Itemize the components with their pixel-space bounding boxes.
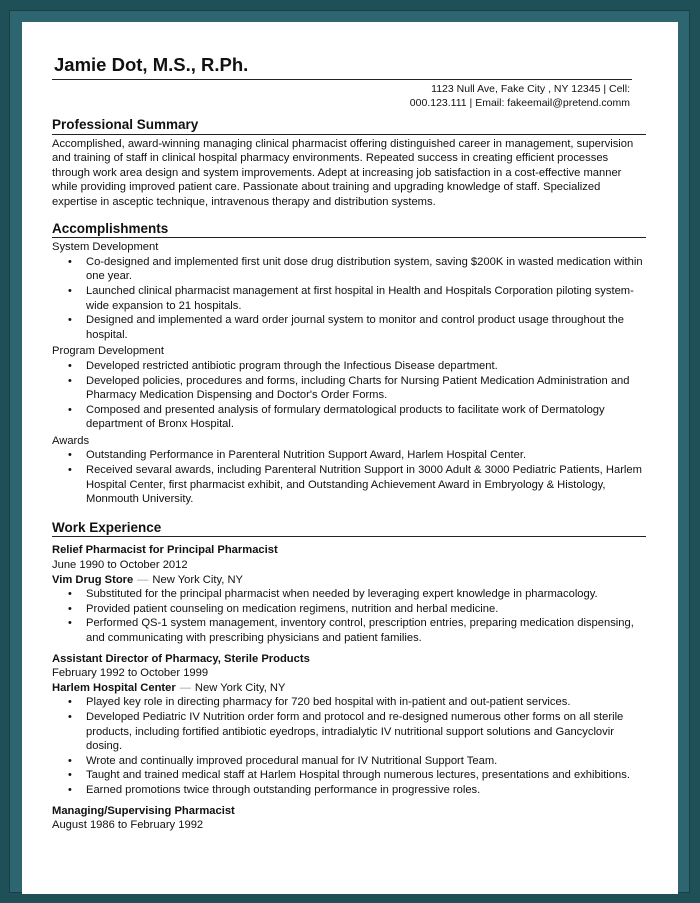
list-item bbox=[68, 616, 646, 645]
job-title: Relief Pharmacist for Principal Pharmacist bbox=[52, 544, 278, 557]
list-item bbox=[68, 710, 646, 754]
job-dates: February 1992 to October 1999 bbox=[52, 667, 209, 680]
candidate-name: Jamie Dot, M.S., R.Ph. bbox=[54, 54, 249, 75]
list-item bbox=[68, 448, 646, 463]
list-item bbox=[68, 374, 646, 403]
dash-separator: — bbox=[137, 573, 149, 586]
job-dates: August 1986 to February 1992 bbox=[52, 819, 204, 832]
bullet-list bbox=[52, 255, 646, 343]
job-employer-line bbox=[52, 573, 646, 588]
job-title: Managing/Supervising Pharmacist bbox=[52, 804, 235, 817]
bullet-list bbox=[52, 448, 646, 506]
bullet-icon: • bbox=[68, 403, 72, 416]
contact-address: 1123 Null Ave, Fake City , NY 12345 | Cell: bbox=[431, 83, 630, 95]
bullet-icon: • bbox=[68, 754, 72, 767]
list-item-text: Earned promotions twice through outstanding performance in progressive roles. bbox=[86, 783, 481, 796]
job-employer-line bbox=[52, 681, 646, 696]
list-item-text: Substituted for the principal pharmacist when needed by leveraging expert knowledge in pharmacology. bbox=[86, 588, 598, 601]
list-item-text: Performed QS-1 system management, inventory control, prescription entries, preparing medication dispensing, and communicating with prescribing physicians and patient families. bbox=[86, 617, 634, 644]
job-dates: June 1990 to October 2012 bbox=[52, 559, 188, 572]
list-item bbox=[68, 284, 646, 313]
name-divider bbox=[52, 79, 632, 80]
list-item-text: Designed and implemented a ward order journal system to monitor and control product usage throughout the hospital. bbox=[86, 314, 624, 341]
bullet-list bbox=[52, 587, 646, 645]
list-item bbox=[68, 255, 646, 284]
bullet-icon: • bbox=[68, 769, 72, 782]
bullet-list bbox=[52, 359, 646, 432]
list-item bbox=[68, 768, 646, 783]
summary-section bbox=[52, 118, 646, 210]
resume-content bbox=[52, 118, 646, 833]
list-item-text: Developed Pediatric IV Nutrition order form and protocol and re-designed numerous other forms on all sterile products, including fortified antibiotic eyedrops, intradialytic IV nutritional support solutions and Gancyclovir dosing. bbox=[86, 710, 624, 753]
job-entry bbox=[52, 652, 646, 798]
accomplishment-group-title: Awards bbox=[52, 434, 90, 447]
bullet-icon: • bbox=[68, 696, 72, 709]
accomplishment-groups bbox=[52, 240, 646, 507]
list-item-text: Wrote and continually improved procedural manual for IV Nutritional Support Team. bbox=[86, 754, 498, 767]
list-item-text: Outstanding Performance in Parenteral Nutrition Support Award, Harlem Hospital Center. bbox=[86, 449, 527, 462]
bullet-icon: • bbox=[68, 588, 72, 601]
job-location: New York City, NY bbox=[194, 681, 286, 694]
list-item-text: Taught and trained medical staff at Harlem Hospital through numerous lectures, presentations and exhibitions. bbox=[86, 769, 630, 782]
job-list bbox=[52, 543, 646, 832]
list-item bbox=[68, 313, 646, 342]
job-employer: Vim Drug Store bbox=[52, 573, 134, 586]
list-item bbox=[68, 403, 646, 432]
bullet-list bbox=[52, 695, 646, 797]
bullet-icon: • bbox=[68, 464, 72, 477]
bullet-icon: • bbox=[68, 314, 72, 327]
list-item bbox=[68, 602, 646, 617]
contact-phone-email: 000.123.111 | Email: fakeemail@pretend.comm bbox=[409, 97, 630, 109]
list-item-text: Launched clinical pharmacist management at first hospital in Health and Hospitals Corporation piloting system-wide expansion to 21 hospitals. bbox=[86, 284, 634, 312]
job-entry bbox=[52, 804, 646, 833]
list-item-text: Received sevaral awards, including Parenteral Nutrition Support in 3000 Adult & 3000 Pediatric Patients, Harlem Hospital Center, first pharmacist exhibit, and Outstanding Achievement Award in Embryology & Histology, Monmouth University. bbox=[86, 464, 642, 506]
bullet-icon: • bbox=[68, 284, 72, 297]
list-item-text: Played key role in directing pharmacy for 720 bed hospital with in-patient and out-patient services. bbox=[86, 696, 571, 709]
accomplishments-section bbox=[52, 222, 646, 507]
bullet-icon: • bbox=[68, 359, 72, 372]
list-item-text: Developed restricted antibiotic program through the Infectious Disease department. bbox=[86, 359, 498, 372]
list-item bbox=[68, 695, 646, 710]
bullet-icon: • bbox=[68, 255, 72, 268]
bullet-icon: • bbox=[68, 710, 72, 723]
bullet-icon: • bbox=[68, 617, 72, 630]
job-location: New York City, NY bbox=[152, 573, 243, 586]
resume-page bbox=[22, 22, 678, 894]
list-item bbox=[68, 754, 646, 769]
job-title: Assistant Director of Pharmacy, Sterile Products bbox=[52, 652, 310, 665]
list-item bbox=[68, 783, 646, 798]
contact-block bbox=[410, 82, 630, 110]
list-item bbox=[68, 587, 646, 602]
bullet-icon: • bbox=[68, 783, 72, 796]
job-entry bbox=[52, 543, 646, 645]
list-item bbox=[68, 463, 646, 507]
job-employer: Harlem Hospital Center bbox=[52, 681, 176, 694]
list-item-text: Provided patient counseling on medication regimens, nutrition and herbal medicine. bbox=[86, 602, 499, 615]
work-section bbox=[52, 521, 646, 833]
summary-text: Accomplished, award-winning managing clinical pharmacist offering distinguished career in management, supervision and training of staff in clinical hospital pharmacy environments. Repeated success in creating efficient processes through work area design and system improvements. Adept at increasing job satisfaction in a cost-effective manner while providing improved patient care. Passionate about training and upgrading knowledge of staff. Specialized expertise in asceptic technique, intravenous therapy and distribution systems. bbox=[52, 137, 634, 208]
list-item-text: Composed and presented analysis of formulary dermatological products to facilitate work of Dermatology department of Bronx Hospital. bbox=[86, 403, 605, 431]
accomplishments-heading: Accomplishments bbox=[52, 222, 646, 239]
bullet-icon: • bbox=[68, 602, 72, 615]
accomplishment-group-title: Program Development bbox=[52, 345, 164, 358]
bullet-icon: • bbox=[68, 449, 72, 462]
list-item bbox=[68, 359, 646, 374]
work-heading: Work Experience bbox=[52, 521, 646, 538]
dash-separator: — bbox=[179, 681, 191, 694]
accomplishment-group-title: System Development bbox=[52, 241, 159, 254]
bullet-icon: • bbox=[68, 374, 72, 387]
list-item-text: Co-designed and implemented first unit dose drug distribution system, saving $200K in wasted medication within one year. bbox=[86, 255, 643, 283]
list-item-text: Developed policies, procedures and forms, including Charts for Nursing Patient Medication Administration and Pharmacy Medication Dispensing and Doctor's Order Forms. bbox=[86, 374, 630, 402]
summary-heading: Professional Summary bbox=[52, 118, 646, 135]
